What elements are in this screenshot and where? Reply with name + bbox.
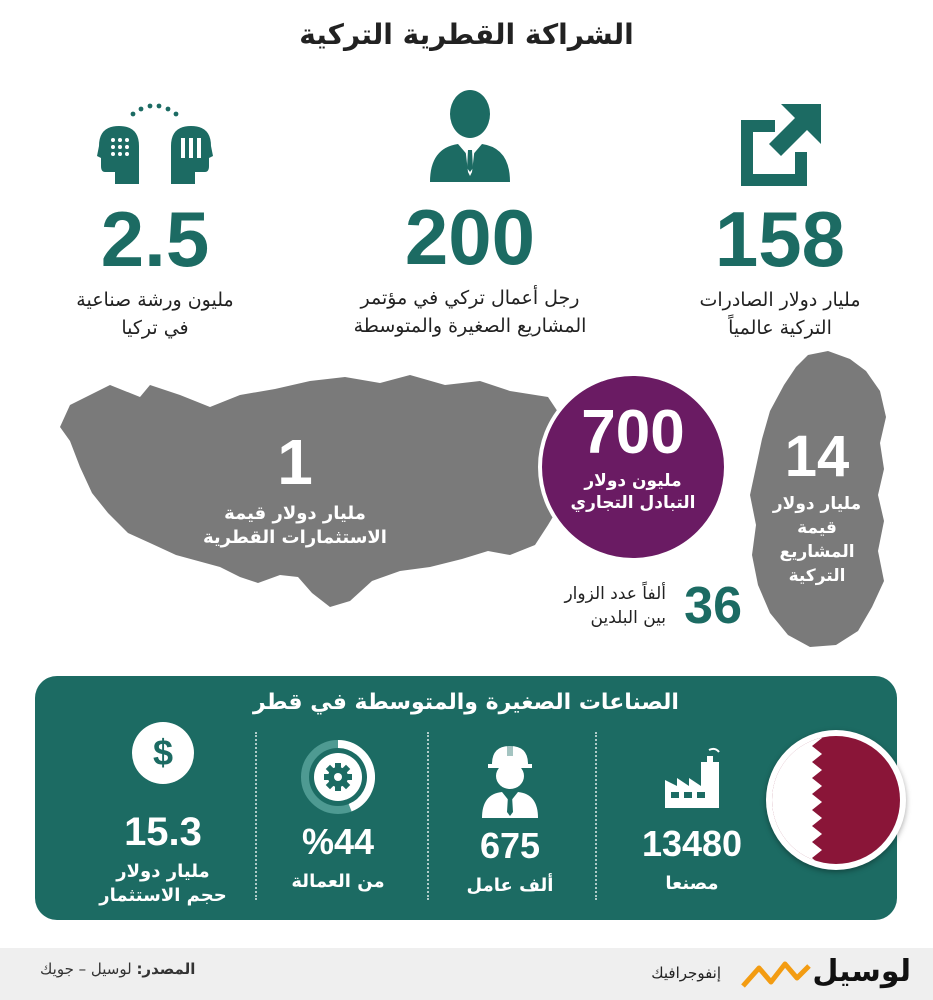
brand xyxy=(591,954,911,994)
stat-workshops-value: 2.5 xyxy=(100,195,210,283)
sme-employment-caption: من العمالة xyxy=(291,871,385,892)
sme-employment-value: %44 xyxy=(301,821,375,862)
sme-investment-caption-1: مليار دولار xyxy=(116,861,210,882)
sme-workers xyxy=(435,716,585,916)
stat-exports xyxy=(680,100,880,342)
trade-value: 700 xyxy=(581,398,685,467)
qatar-projects-value: 14 xyxy=(784,424,850,489)
external-link-icon xyxy=(735,100,825,186)
businessman-icon xyxy=(420,84,520,184)
turkey-investments-caption-1: مليار دولار قيمة xyxy=(224,503,366,524)
brand-logo: لوسيل xyxy=(812,954,911,989)
trade-bubble xyxy=(538,372,728,562)
svg-text:$: $ xyxy=(152,732,174,773)
sme-workers-value: 675 xyxy=(479,825,541,866)
page-title: الشراكة القطرية التركية xyxy=(299,18,634,51)
stat-businessmen-caption-2: المشاريع الصغيرة والمتوسطة xyxy=(353,315,587,337)
sme-panel-title: الصناعات الصغيرة والمتوسطة في قطر xyxy=(253,690,679,715)
visitors-caption-1: ألفاً عدد الزوار xyxy=(564,584,666,604)
visitors-value: 36 xyxy=(684,577,742,635)
sme-factories xyxy=(607,716,777,916)
qatar-flag-icon xyxy=(766,730,906,870)
trade-caption-1: مليون دولار xyxy=(584,471,682,491)
stat-workshops-caption-1: مليون ورشة صناعية xyxy=(76,289,234,311)
sme-factories-value: 13480 xyxy=(641,823,743,864)
visitors-caption-2: بين البلدين xyxy=(590,608,666,628)
stat-businessmen xyxy=(320,84,620,340)
qatar-flag-badge xyxy=(766,730,906,870)
visitors-stat xyxy=(532,578,742,642)
stat-exports-caption-1: مليار دولار الصادرات xyxy=(699,289,861,311)
source-line xyxy=(40,960,195,978)
qatar-projects-caption-2: قيمة xyxy=(797,518,837,538)
footer xyxy=(0,948,933,1000)
stat-workshops xyxy=(50,100,260,342)
sme-investment xyxy=(73,716,253,916)
worker-icon xyxy=(478,738,542,818)
turkey-investments-value: 1 xyxy=(277,426,313,498)
qatar-projects xyxy=(752,424,882,588)
brand-subtitle: إنفوجرافيك xyxy=(651,964,721,982)
gear-icon xyxy=(301,740,375,814)
source-value: لوسيل – جويك xyxy=(40,960,132,978)
two-heads-icon xyxy=(95,100,215,186)
stat-businessmen-value: 200 xyxy=(404,193,536,281)
sme-factories-caption: مصنعا xyxy=(665,873,719,894)
stat-exports-caption-2: التركية عالمياً xyxy=(728,317,832,339)
turkey-investments xyxy=(190,426,400,550)
dollar-icon xyxy=(130,720,196,786)
factory-icon xyxy=(657,746,727,816)
stat-workshops-caption-2: في تركيا xyxy=(121,317,189,339)
qatar-projects-caption-3: المشاريع xyxy=(779,542,855,562)
sme-workers-caption: ألف عامل xyxy=(466,875,554,896)
stat-businessmen-caption-1: رجل أعمال تركي في مؤتمر xyxy=(360,287,580,309)
sme-employment xyxy=(263,716,413,916)
panel-divider-2 xyxy=(427,732,429,900)
source-label: المصدر: xyxy=(136,960,196,978)
brand-zigzag-icon xyxy=(741,960,811,990)
sme-investment-caption-2: حجم الاستثمار xyxy=(99,885,227,906)
panel-divider-3 xyxy=(255,732,257,900)
stat-exports-value: 158 xyxy=(714,195,846,283)
trade-caption-2: التبادل التجاري xyxy=(570,493,696,513)
sme-investment-value: 15.3 xyxy=(124,810,202,854)
qatar-projects-caption-1: مليار دولار xyxy=(772,494,862,514)
turkey-investments-caption-2: الاستثمارات القطرية xyxy=(203,527,387,548)
panel-divider-1 xyxy=(595,732,597,900)
qatar-projects-caption-4: التركية xyxy=(788,566,846,586)
